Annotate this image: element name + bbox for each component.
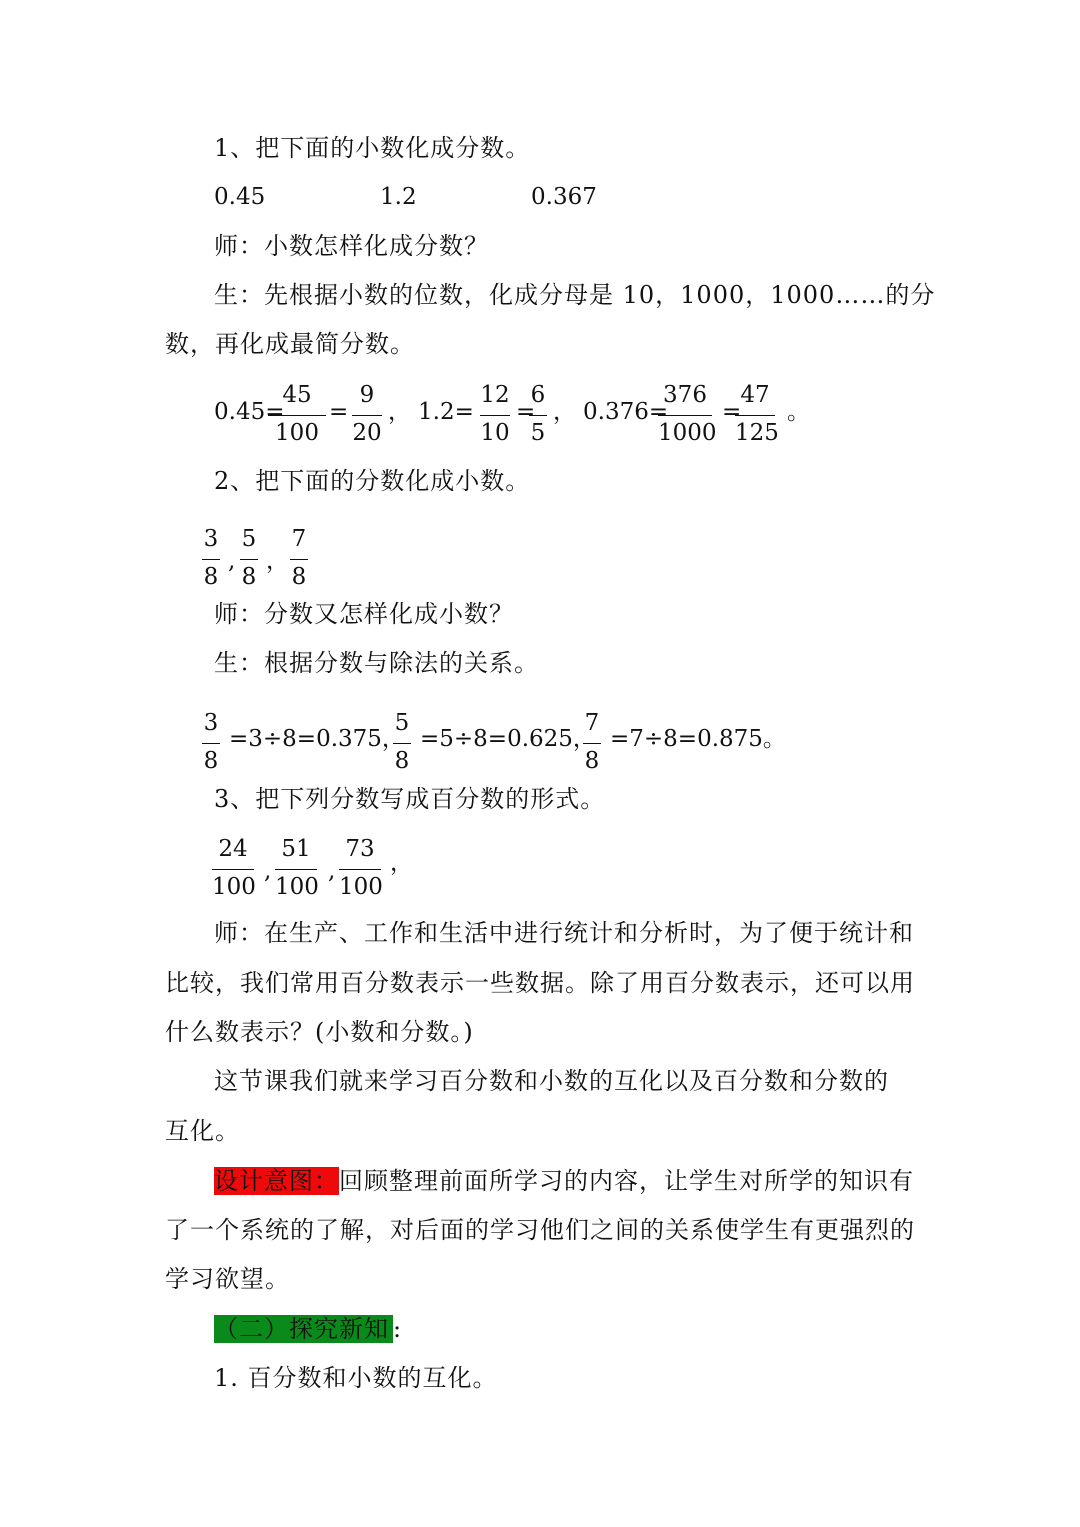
denominator: 8	[203, 564, 219, 590]
numerator: 51	[281, 836, 311, 862]
question-2-fractions	[0, 524, 1080, 604]
fraction	[268, 380, 326, 452]
decimal-item: 0.367	[531, 184, 597, 210]
fraction	[275, 834, 317, 906]
fraction-bar	[275, 869, 317, 870]
fraction-bar	[529, 415, 547, 416]
period: 。	[787, 399, 810, 425]
decimal-item: 1.2	[380, 184, 417, 210]
equation-result: =3÷8=0.375，	[229, 726, 405, 752]
fraction-to-decimal-equations	[0, 708, 1080, 788]
fraction-bar	[240, 559, 258, 560]
design-intent-line-1	[0, 1163, 1080, 1199]
fraction-bar	[583, 743, 601, 744]
numerator: 3	[203, 526, 219, 552]
denominator: 125	[735, 420, 779, 446]
numerator: 5	[241, 526, 257, 552]
fraction-bar	[202, 743, 220, 744]
denominator: 8	[203, 748, 219, 774]
denominator: 8	[291, 564, 307, 590]
fraction	[290, 524, 308, 596]
separator: ，	[553, 399, 576, 425]
separator: ,	[264, 858, 272, 884]
numerator: 9	[359, 382, 375, 408]
denominator: 20	[352, 420, 382, 446]
fraction	[583, 708, 601, 780]
fraction	[240, 524, 258, 596]
fraction-bar	[290, 559, 308, 560]
numerator: 47	[740, 382, 770, 408]
student-answer-2: 生：根据分数与除法的关系。	[214, 649, 539, 677]
fraction	[735, 380, 779, 452]
denominator: 100	[275, 874, 319, 900]
question-1-title: 1、把下面的小数化成分数。	[214, 134, 531, 162]
intro-paragraph-line-1: 这节课我们就来学习百分数和小数的互化以及百分数和分数的	[214, 1067, 889, 1095]
equation-lead: 1.2=	[418, 399, 474, 425]
fraction	[339, 834, 381, 906]
teacher-paragraph-line-1: 师：在生产、工作和生活中进行统计和分析时，为了便于统计和	[214, 919, 914, 947]
design-intent-text: 回顾整理前面所学习的内容，让学生对所学的知识有	[339, 1167, 914, 1195]
fraction	[202, 524, 220, 596]
separator: ，	[388, 399, 411, 425]
equation-result: =5÷8=0.625，	[420, 726, 596, 752]
separator: ，	[266, 548, 289, 574]
denominator: 100	[212, 874, 256, 900]
fraction-bar	[339, 869, 381, 870]
question-1-items	[0, 178, 1080, 218]
denominator: 1000	[658, 420, 717, 446]
design-intent-line-3: 学习欲望。	[165, 1265, 290, 1293]
teacher-paragraph-line-2: 比较，我们常用百分数表示一些数据。除了用百分数表示，还可以用	[165, 969, 915, 997]
numerator: 73	[345, 836, 375, 862]
fraction	[352, 380, 382, 452]
fraction	[658, 380, 717, 452]
fraction	[393, 708, 411, 780]
teacher-paragraph-line-3: 什么数表示？(小数和分数。)	[165, 1018, 474, 1046]
numerator: 7	[291, 526, 307, 552]
question-3-fractions	[0, 834, 1080, 914]
fraction-bar	[202, 559, 220, 560]
intro-paragraph-line-2: 互化。	[165, 1117, 240, 1145]
section-heading	[0, 1311, 1080, 1347]
fraction	[212, 834, 254, 906]
separator: ,	[228, 548, 236, 574]
numerator: 12	[480, 382, 510, 408]
denominator: 5	[530, 420, 546, 446]
numerator: 45	[282, 382, 312, 408]
fraction-bar	[393, 743, 411, 744]
equation-lead: 0.45=	[214, 399, 285, 425]
denominator: 8	[241, 564, 257, 590]
fraction-bar	[480, 415, 510, 416]
equals-sign: =	[722, 399, 742, 425]
design-intent-label: 设计意图：	[214, 1167, 339, 1195]
section-colon: :	[393, 1315, 403, 1343]
fraction	[202, 708, 220, 780]
numerator: 3	[203, 710, 219, 736]
numerator: 24	[218, 836, 248, 862]
equation-result: =7÷8=0.875。	[610, 726, 786, 752]
student-answer-1-line-1: 生：先根据小数的位数，化成分母是 10，1000，1000……的分	[214, 281, 936, 309]
teacher-question-1: 师：小数怎样化成分数？	[214, 232, 489, 260]
equals-sign: =	[329, 399, 349, 425]
question-3-title: 3、把下列分数写成百分数的形式。	[214, 785, 606, 813]
separator: ，	[390, 850, 413, 876]
denominator: 100	[339, 874, 383, 900]
fraction-bar	[352, 415, 382, 416]
subsection-1-title: 1. 百分数和小数的互化。	[214, 1364, 498, 1392]
design-intent-line-2: 了一个系统的了解，对后面的学习他们之间的关系使学生有更强烈的	[165, 1216, 915, 1244]
denominator: 10	[480, 420, 510, 446]
fraction-bar	[268, 415, 326, 416]
numerator: 7	[584, 710, 600, 736]
equals-sign: =	[516, 399, 536, 425]
decimal-to-fraction-equations	[0, 380, 1080, 460]
question-2-title: 2、把下面的分数化成小数。	[214, 467, 531, 495]
section-label: （二）探究新知	[214, 1315, 393, 1343]
equation-lead: 0.376=	[583, 399, 669, 425]
decimal-item: 0.45	[214, 184, 266, 210]
student-answer-1-line-2: 数，再化成最简分数。	[165, 330, 415, 358]
teacher-question-2: 师：分数又怎样化成小数？	[214, 600, 514, 628]
denominator: 8	[584, 748, 600, 774]
numerator: 376	[663, 382, 707, 408]
fraction-bar	[735, 415, 775, 416]
denominator: 100	[275, 420, 319, 446]
denominator: 8	[394, 748, 410, 774]
numerator: 5	[394, 710, 410, 736]
numerator: 6	[530, 382, 546, 408]
separator: ,	[328, 858, 336, 884]
fraction-bar	[658, 415, 712, 416]
fraction	[480, 380, 510, 452]
fraction-bar	[212, 869, 254, 870]
fraction	[529, 380, 547, 452]
